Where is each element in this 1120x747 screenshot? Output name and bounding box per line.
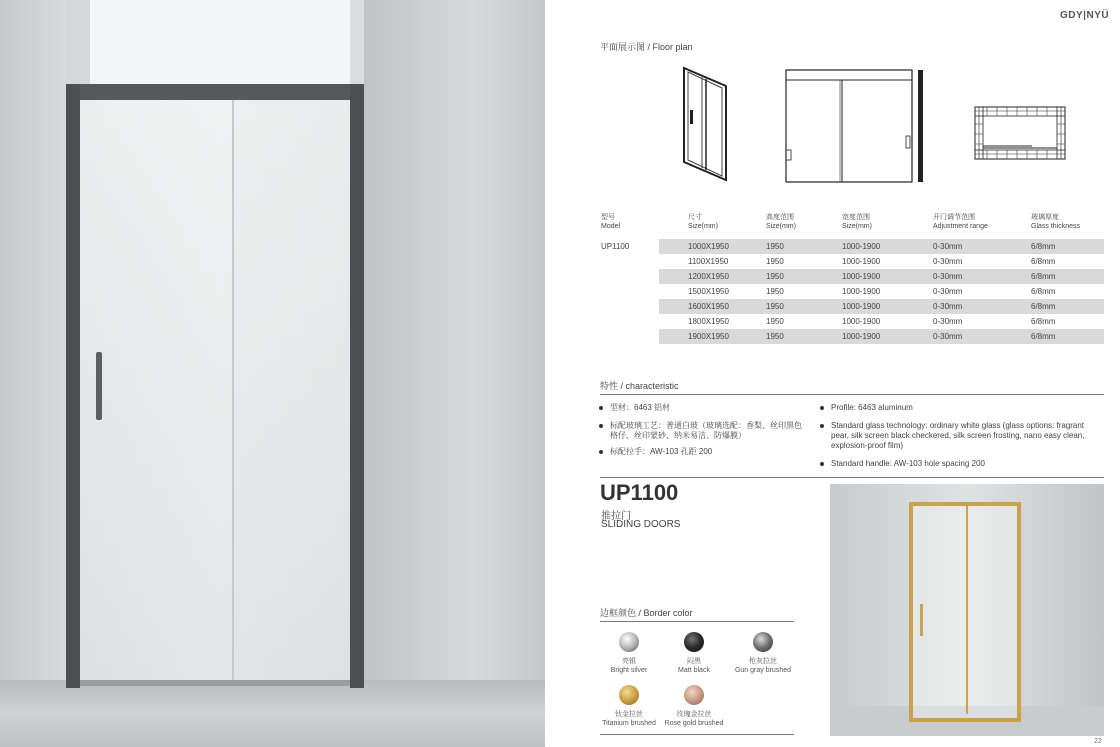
table-row: 1800X1950 1950 1000-1900 0-30mm 6/8mm [688,317,1056,326]
swatch-label: 玫瑰金拉丝 Rose gold brushed [664,711,724,727]
feature-en-1: Profile: 6463 aluminum [831,403,1101,413]
header-width-range: 宽度范围 Size(mm) [842,214,872,230]
divider [600,477,1104,478]
feature-cn-2: 标配玻璃工艺：普通白玻（玻璃选配：香梨、丝印黑色格仔、丝印蒙砂、纳米易洁、防爆膜） [610,421,808,441]
door-handle [96,352,102,420]
door-perspective-drawing [680,64,732,184]
header-adjustment-range: 开门调节范围 Adjustment range [933,214,988,230]
swatch-label: 亮银 Bright silver [610,658,648,674]
table-row: 1100X1950 1950 1000-1900 0-30mm 6/8mm [688,257,1056,266]
feature-cn-3: 标配拉手：AW-103 孔距 200 [610,447,810,457]
model-cell: UP1100 [601,242,630,251]
swatch-label: 钛金拉丝 Titanium brushed [602,711,656,727]
feature-en-3: Standard handle: AW-103 hole spacing 200 [831,459,1101,469]
product-photo [0,0,545,747]
product-name-cn: 推拉门 [601,511,631,522]
swatch-label: 闷黑 Matt black [678,658,710,674]
border-color-title: 边框颜色 / Border color [600,608,693,618]
table-row: 1900X1950 1950 1000-1900 0-30mm 6/8mm [659,329,1104,344]
divider [600,621,794,622]
product-model-title: UP1100 [600,480,679,505]
brand-logo: GDY|NYÜ [1060,10,1110,21]
gold-door-photo [830,484,1104,736]
swatch-titanium-brushed [619,685,639,705]
swatch-bright-silver [619,632,639,652]
feature-cn-1: 型材：6463 铝材 [610,403,810,413]
page-number: 22 [1094,738,1102,745]
swatch-gun-gray-brushed [753,632,773,652]
swatch-matt-black [684,632,704,652]
door-front-drawing [782,66,927,186]
characteristic-title: 特性 / characteristic [600,381,679,391]
header-model: 型号 Model [601,214,621,230]
header-size: 尺寸 Size(mm) [688,214,718,230]
table-row: 1600X1950 1950 1000-1900 0-30mm 6/8mm [659,299,1104,314]
table-row: 1500X1950 1950 1000-1900 0-30mm 6/8mm [688,287,1056,296]
divider [600,394,1104,395]
feature-en-2: Standard glass technology: ordinary white glass (glass options: fragrant pear, silk screen black checkered, silk screen frosting, nano easy clean, explosion-proof film) [831,421,1101,451]
door-top-view-drawing [972,104,1068,162]
divider [600,734,794,735]
product-name-en: SLIDING DOORS [601,519,681,530]
header-glass-thickness: 玻璃厚度 Glass thickness [1031,214,1081,230]
header-height-range: 高度范围 Size(mm) [766,214,796,230]
swatch-rose-gold-brushed [684,685,704,705]
floor-plan-title: 平面展示图 / Floor plan [600,42,693,52]
swatch-label: 枪灰拉丝 Gun gray brushed [734,658,792,674]
table-row: 1200X1950 1950 1000-1900 0-30mm 6/8mm [659,269,1104,284]
table-row: 1000X1950 1950 1000-1900 0-30mm 6/8mm [659,239,1104,254]
